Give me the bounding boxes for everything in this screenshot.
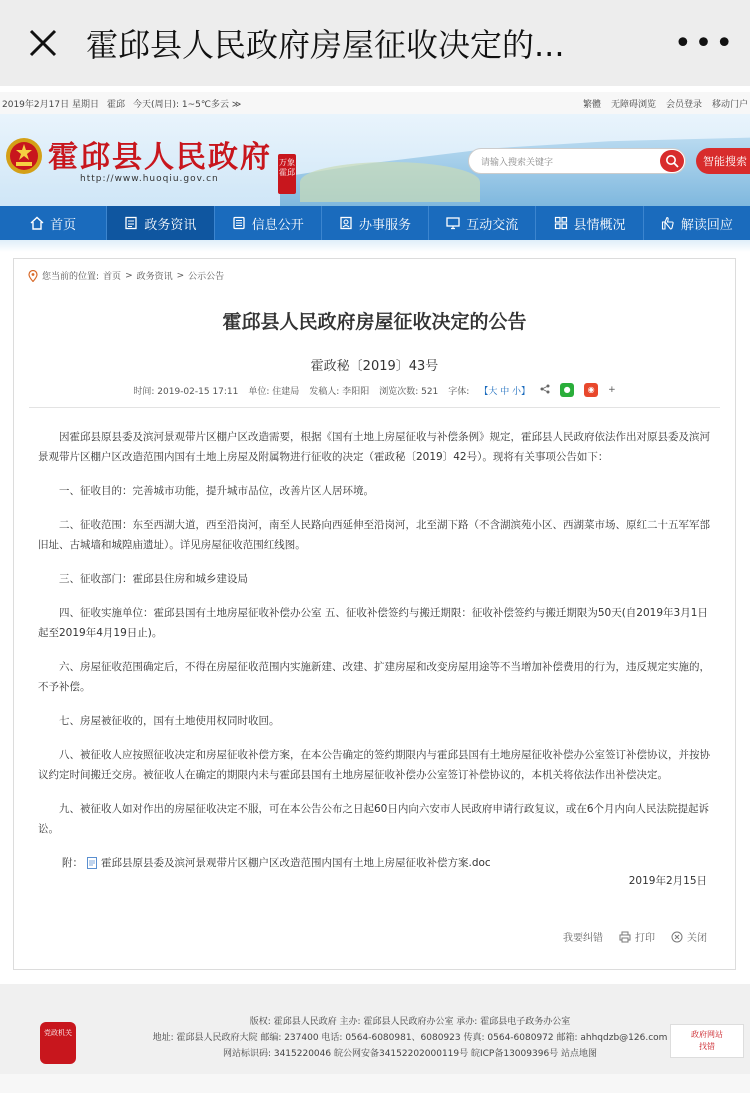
breadcrumb — [28, 269, 224, 282]
party-gov-badge[interactable] — [40, 1022, 76, 1064]
nav-item-label: 办事服务 — [358, 217, 411, 233]
nav-item-interaction[interactable] — [429, 206, 536, 240]
info-strip — [0, 92, 750, 114]
city-label: 霍邱 — [106, 99, 125, 110]
report-error-link[interactable] — [563, 929, 603, 944]
gov-website-error-badge[interactable] — [670, 1024, 744, 1058]
close-label: 关闭 — [687, 933, 707, 944]
attachment — [38, 853, 714, 873]
breadcrumb-notices[interactable]: 公示公告 — [188, 272, 225, 282]
bottom-spacer — [0, 1074, 750, 1093]
meta-time: 时间: 2019-02-15 17:11 — [133, 386, 239, 397]
document-number: 霍政秘〔2019〕43号 — [310, 359, 439, 374]
paragraph: 八、被征收人应按照征收决定和房屋征收补偿方案，在本公告确定的签约期限内与霍邱县国有土地房屋征收补偿办公室签订补偿协议，并按协议约定时间搬迁交房。被征收人在确定的期限内未与霍邱县国有土地房屋征收补偿办公室签订补偿协议的，本机关将依法作出补偿决定。 — [38, 749, 710, 781]
more-icon: ••• — [673, 25, 737, 61]
breadcrumb-sep: > — [125, 270, 133, 281]
meta-unit: 单位: 住建局 — [248, 386, 300, 397]
paragraph: 四、征收实施单位：霍邱县国有土地房屋征收补偿办公室 五、征收补偿签约与搬迁期限：征收补偿签约与搬迁期限为50天(自2019年3月1日起至2019年4月19日止)。 — [38, 607, 708, 639]
home-icon — [30, 216, 44, 230]
close-circle-icon — [671, 931, 683, 943]
close-page-button[interactable] — [671, 929, 707, 944]
site-title[interactable]: 霍邱县人民政府 — [48, 140, 272, 175]
nav-item-disclosure[interactable] — [215, 206, 322, 240]
title-divider — [29, 407, 720, 408]
meta-views: 浏览次数: 521 — [379, 386, 439, 397]
nav-item-label: 政务资讯 — [144, 217, 197, 233]
monitor-icon — [446, 216, 460, 230]
weibo-share-icon[interactable]: ◉ — [584, 383, 598, 397]
banner-island — [300, 162, 480, 202]
search-input[interactable]: 请输入搜索关键字 — [468, 148, 686, 174]
meta-author: 发稿人: 李阳阳 — [309, 386, 370, 397]
breadcrumb-news[interactable]: 政务资讯 — [136, 272, 173, 282]
document-icon — [232, 216, 246, 230]
location-pin-icon — [28, 270, 38, 282]
nav-item-label: 信息公开 — [251, 217, 304, 233]
paragraph: 一、征收目的：完善城市功能，提升城市品位，改善片区人居环境。 — [59, 485, 374, 497]
party-gov-badge-label: 党政机关 — [44, 1029, 72, 1037]
footer-contact: 地址: 霍邱县人民政府大院 邮编: 237400 电话: 0564-6080981、6080923 传真: 0564-6080972 邮箱: ahhqdzb@126.com — [152, 1033, 668, 1043]
footer-info — [150, 1014, 670, 1062]
link-accessibility[interactable]: 无障碍浏览 — [610, 99, 656, 110]
current-date: 2019年2月17日 星期日 — [2, 99, 99, 110]
nav-item-services[interactable] — [322, 206, 429, 240]
nav-item-label: 互动交流 — [466, 217, 519, 233]
close-button[interactable] — [0, 0, 86, 86]
nav-item-county-profile[interactable] — [536, 206, 643, 240]
hand-icon — [661, 216, 675, 230]
attachment-link[interactable]: 霍邱县原县委及滨河景观带片区棚户区改造范围内国有土地上房屋征收补偿方案.doc — [101, 857, 491, 869]
article-panel — [13, 258, 736, 970]
article-body — [38, 427, 714, 873]
banner-stamp: 万象霍邱 — [278, 154, 296, 194]
gov-website-label: 政府网站 — [691, 1030, 723, 1039]
smart-search-button[interactable]: 智能搜索 — [696, 148, 750, 174]
nav-item-label: 县情概况 — [573, 217, 626, 233]
site-footer — [0, 984, 750, 1074]
gov-website-sub: 找错 — [699, 1042, 715, 1051]
national-emblem-icon — [4, 134, 44, 178]
paragraph: 六、房屋征收范围确定后，不得在房屋征收范围内实施新建、改建、扩建房屋和改变房屋用途等不当增加补偿费用的行为，违反规定实施的，不予补偿。 — [38, 661, 710, 693]
nav-item-label: 首页 — [50, 217, 77, 233]
article-tools — [563, 929, 707, 944]
wechat-share-icon[interactable]: ● — [560, 383, 574, 397]
article-title: 霍邱县人民政府房屋征收决定的公告 — [222, 311, 527, 333]
breadcrumb-prefix: 您当前的位置: — [42, 272, 100, 282]
paragraph: 因霍邱县原县委及滨河景观带片区棚户区改造需要，根据《国有土地上房屋征收与补偿条例》规定，霍邱县人民政府依法作出对原县委及滨河景观带片区棚户区改造范围内国有土地上房屋及附属物进行征收的决定（霍政秘〔2019〕42号）。现将有关事项公告如下： — [38, 431, 710, 463]
close-icon — [28, 28, 58, 58]
breadcrumb-sep: > — [176, 270, 185, 281]
nav-item-label: 解读回应 — [680, 217, 733, 233]
report-error-label: 我要纠错 — [563, 933, 603, 944]
doc-file-icon — [87, 857, 97, 869]
font-size-label: 字体: — [448, 386, 470, 397]
print-button[interactable] — [619, 929, 655, 944]
news-icon — [124, 216, 138, 230]
site-url: http://www.huoqiu.gov.cn — [80, 174, 219, 184]
share-icon[interactable] — [540, 384, 550, 397]
paragraph: 三、征收部门：霍邱县住房和城乡建设局 — [59, 573, 248, 585]
breadcrumb-home[interactable]: 首页 — [103, 272, 122, 282]
link-mobile-portal[interactable]: 移动门户 — [711, 99, 748, 110]
nav-item-interpretation[interactable] — [644, 206, 750, 240]
main-nav — [0, 206, 750, 240]
webview-topbar — [0, 0, 750, 86]
more-menu-button[interactable] — [660, 0, 750, 86]
attachment-label: 附： — [62, 857, 83, 869]
paragraph: 九、被征收人如对作出的房屋征收决定不服，可在本公告公布之日起60日内向六安市人民政府申请行政复议，或在6个月内向人民法院提起诉讼。 — [38, 803, 710, 835]
paragraph: 七、房屋被征收的，国有土地使用权同时收回。 — [59, 715, 280, 727]
print-label: 打印 — [635, 933, 655, 944]
page-title: 霍邱县人民政府房屋征收决定的... — [86, 26, 565, 64]
printer-icon — [619, 931, 631, 943]
footer-copyright: 版权: 霍邱县人民政府 主办: 霍邱县人民政府办公室 承办: 霍邱县电子政务办公室 — [249, 1017, 571, 1027]
weather-link[interactable]: 今天(周日): 1~5℃多云 ≫ — [132, 99, 242, 110]
link-member-login[interactable]: 会员登录 — [665, 99, 702, 110]
service-icon — [339, 216, 353, 230]
font-size-selector[interactable]: 【大 中 小】 — [479, 386, 531, 397]
publish-date: 2019年2月15日 — [628, 875, 707, 887]
nav-shadow — [0, 240, 750, 252]
footer-registration: 网站标识码: 3415220046 皖公网安备34152202000119号 皖ICP备13009396号 站点地图 — [222, 1049, 598, 1059]
search-button[interactable] — [660, 150, 684, 172]
share-more[interactable]: + — [608, 385, 616, 395]
nav-item-home[interactable] — [0, 206, 107, 240]
paragraph: 二、征收范围：东至西湖大道，西至沿岗河，南至人民路向西延伸至沿岗河，北至湖下路（不含湖滨苑小区、西湖菜市场、原红二十五军军部旧址、古城墙和城隍庙遗址）。详见房屋征收范围红线图。 — [38, 519, 710, 551]
grid-icon — [554, 216, 568, 230]
search-icon — [665, 154, 679, 168]
nav-item-news[interactable] — [107, 206, 214, 240]
link-traditional[interactable]: 繁體 — [582, 99, 601, 110]
article-meta — [14, 383, 735, 397]
